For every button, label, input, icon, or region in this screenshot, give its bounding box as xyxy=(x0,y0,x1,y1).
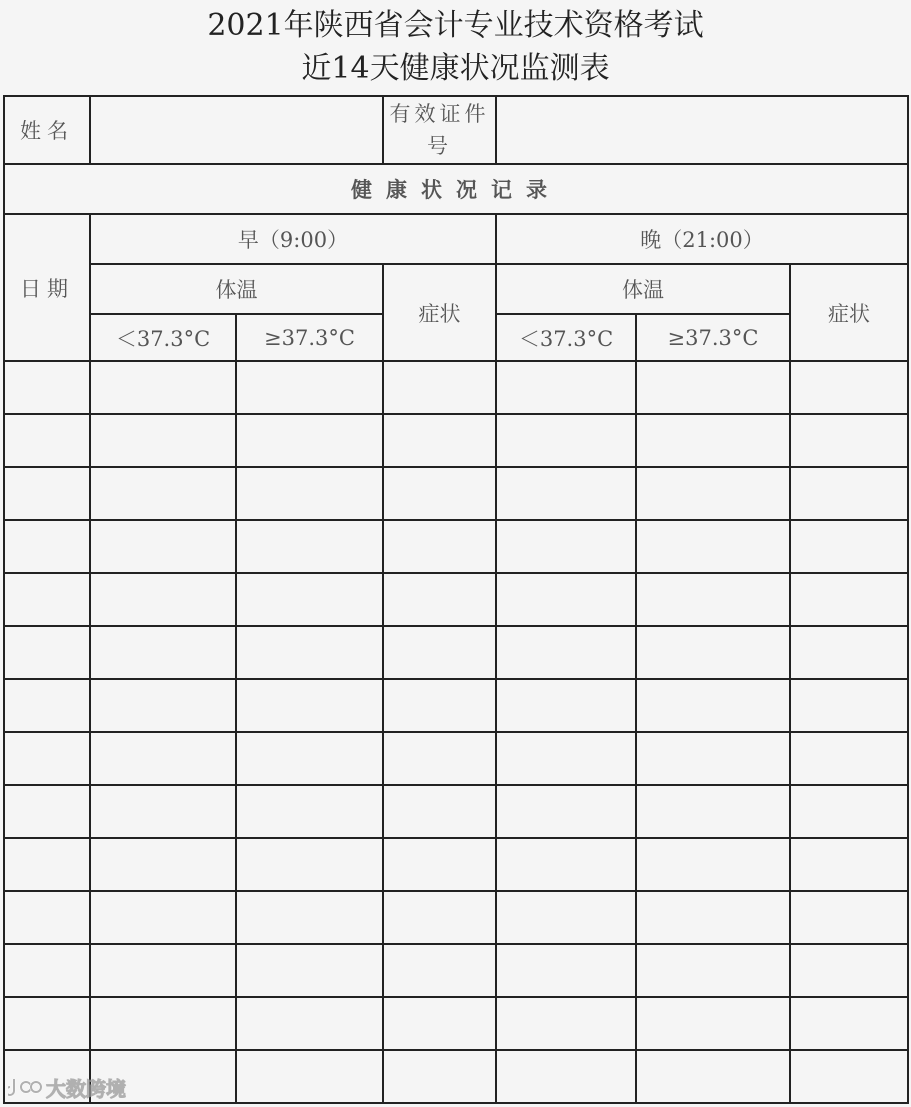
evening-symptom-cell[interactable] xyxy=(790,732,908,785)
personal-info-row xyxy=(4,96,908,164)
evening-temp-below-cell[interactable] xyxy=(496,626,636,679)
record-row xyxy=(4,361,908,414)
evening-symptom-cell[interactable] xyxy=(790,944,908,997)
morning-temp-above-cell[interactable] xyxy=(236,891,383,944)
evening-temperature-label: 体温 xyxy=(496,264,790,314)
evening-symptom-cell[interactable] xyxy=(790,520,908,573)
morning-symptom-cell[interactable] xyxy=(383,1050,496,1103)
morning-symptom-cell[interactable] xyxy=(383,467,496,520)
morning-temp-below-cell[interactable] xyxy=(90,997,236,1050)
morning-symptom-cell[interactable] xyxy=(383,838,496,891)
date-cell[interactable] xyxy=(4,891,90,944)
evening-temp-above-cell[interactable] xyxy=(636,467,790,520)
name-label: 姓名 xyxy=(4,96,90,164)
evening-temp-below-cell[interactable] xyxy=(496,732,636,785)
evening-temp-below-cell[interactable] xyxy=(496,520,636,573)
morning-temp-below-cell[interactable] xyxy=(90,467,236,520)
evening-temp-above-cell[interactable] xyxy=(636,732,790,785)
morning-temp-above-cell[interactable] xyxy=(236,626,383,679)
morning-temp-above-cell[interactable] xyxy=(236,997,383,1050)
morning-symptom-cell[interactable] xyxy=(383,891,496,944)
morning-temp-below-cell[interactable] xyxy=(90,361,236,414)
morning-temp-above-cell[interactable] xyxy=(236,414,383,467)
morning-symptom-cell[interactable] xyxy=(383,997,496,1050)
evening-temp-below-cell[interactable] xyxy=(496,785,636,838)
morning-temp-above-cell[interactable] xyxy=(236,679,383,732)
evening-label: 晚（21:00） xyxy=(496,214,908,264)
evening-temp-below-cell[interactable] xyxy=(496,997,636,1050)
evening-symptom-cell[interactable] xyxy=(790,838,908,891)
morning-temp-above-label: ≥37.3°C xyxy=(236,314,383,361)
morning-symptom-cell[interactable] xyxy=(383,573,496,626)
evening-temp-below-cell[interactable] xyxy=(496,467,636,520)
evening-symptom-cell[interactable] xyxy=(790,414,908,467)
evening-temp-above-cell[interactable] xyxy=(636,891,790,944)
morning-temp-below-cell[interactable] xyxy=(90,785,236,838)
evening-temp-above-cell[interactable] xyxy=(636,679,790,732)
date-cell[interactable] xyxy=(4,361,90,414)
evening-symptom-cell[interactable] xyxy=(790,891,908,944)
evening-temp-below-cell[interactable] xyxy=(496,944,636,997)
morning-temp-above-cell[interactable] xyxy=(236,467,383,520)
evening-symptom-cell[interactable] xyxy=(790,467,908,520)
record-row xyxy=(4,520,908,573)
record-row xyxy=(4,785,908,838)
period-header-row xyxy=(4,214,908,264)
evening-symptom-cell[interactable] xyxy=(790,997,908,1050)
morning-symptom-cell[interactable] xyxy=(383,785,496,838)
name-field[interactable] xyxy=(90,96,383,164)
evening-symptom-label: 症状 xyxy=(790,264,908,361)
date-cell[interactable] xyxy=(4,785,90,838)
evening-temp-above-cell[interactable] xyxy=(636,838,790,891)
record-row xyxy=(4,626,908,679)
record-row xyxy=(4,573,908,626)
morning-temp-above-cell[interactable] xyxy=(236,1050,383,1103)
evening-temp-above-cell[interactable] xyxy=(636,626,790,679)
date-cell[interactable] xyxy=(4,414,90,467)
morning-symptom-cell[interactable] xyxy=(383,414,496,467)
date-cell[interactable] xyxy=(4,732,90,785)
record-row xyxy=(4,679,908,732)
morning-temp-above-cell[interactable] xyxy=(236,732,383,785)
morning-symptom-cell[interactable] xyxy=(383,679,496,732)
date-cell[interactable] xyxy=(4,997,90,1050)
health-monitoring-table xyxy=(3,95,909,1104)
record-row xyxy=(4,944,908,997)
morning-label: 早（9:00） xyxy=(90,214,496,264)
date-cell[interactable] xyxy=(4,944,90,997)
evening-symptom-cell[interactable] xyxy=(790,1050,908,1103)
morning-temperature-label: 体温 xyxy=(90,264,383,314)
evening-temp-below-cell[interactable] xyxy=(496,573,636,626)
record-row xyxy=(4,414,908,467)
morning-symptom-cell[interactable] xyxy=(383,626,496,679)
date-cell[interactable] xyxy=(4,520,90,573)
evening-temp-above-cell[interactable] xyxy=(636,414,790,467)
morning-temp-below-cell[interactable] xyxy=(90,891,236,944)
morning-symptom-cell[interactable] xyxy=(383,520,496,573)
evening-temp-above-cell[interactable] xyxy=(636,1050,790,1103)
morning-temp-above-cell[interactable] xyxy=(236,944,383,997)
morning-temp-below-cell[interactable] xyxy=(90,520,236,573)
morning-symptom-cell[interactable] xyxy=(383,944,496,997)
morning-symptom-cell[interactable] xyxy=(383,732,496,785)
morning-temp-below-cell[interactable] xyxy=(90,732,236,785)
id-number-field[interactable] xyxy=(496,96,908,164)
morning-temp-below-cell[interactable] xyxy=(90,414,236,467)
morning-temp-below-cell[interactable] xyxy=(90,626,236,679)
morning-temp-above-cell[interactable] xyxy=(236,361,383,414)
morning-temp-below-cell[interactable] xyxy=(90,573,236,626)
evening-symptom-cell[interactable] xyxy=(790,361,908,414)
section-header-row xyxy=(4,164,908,214)
evening-symptom-cell[interactable] xyxy=(790,573,908,626)
morning-temp-below-cell[interactable] xyxy=(90,679,236,732)
date-cell[interactable] xyxy=(4,467,90,520)
date-cell[interactable] xyxy=(4,679,90,732)
evening-symptom-cell[interactable] xyxy=(790,679,908,732)
morning-temp-below-cell[interactable] xyxy=(90,838,236,891)
evening-temp-below-cell[interactable] xyxy=(496,361,636,414)
morning-symptom-label: 症状 xyxy=(383,264,496,361)
evening-temp-below-cell[interactable] xyxy=(496,679,636,732)
record-row xyxy=(4,838,908,891)
date-label: 日期 xyxy=(4,214,90,361)
morning-symptom-cell[interactable] xyxy=(383,361,496,414)
health-record-header: 健康状况记录 xyxy=(4,164,908,214)
evening-symptom-cell[interactable] xyxy=(790,626,908,679)
evening-temp-below-cell[interactable] xyxy=(496,414,636,467)
evening-temp-above-cell[interactable] xyxy=(636,573,790,626)
evening-temp-below-label: ＜37.3°C xyxy=(496,314,636,361)
date-cell[interactable] xyxy=(4,573,90,626)
evening-temp-below-cell[interactable] xyxy=(496,891,636,944)
tiktok-like-logo-icon xyxy=(8,1075,42,1099)
morning-temp-above-cell[interactable] xyxy=(236,520,383,573)
record-row xyxy=(4,467,908,520)
morning-temp-below-label: ＜37.3°C xyxy=(90,314,236,361)
morning-temp-above-cell[interactable] xyxy=(236,573,383,626)
evening-temp-below-cell[interactable] xyxy=(496,1050,636,1103)
record-row xyxy=(4,1050,908,1103)
evening-temp-below-cell[interactable] xyxy=(496,838,636,891)
document-title-line2: 近14天健康状况监测表 xyxy=(301,51,610,86)
evening-temp-above-cell[interactable] xyxy=(636,997,790,1050)
measure-header-row xyxy=(4,264,908,314)
evening-temp-above-cell[interactable] xyxy=(636,520,790,573)
record-row xyxy=(4,732,908,785)
record-row xyxy=(4,891,908,944)
evening-temp-above-cell[interactable] xyxy=(636,361,790,414)
date-cell[interactable] xyxy=(4,626,90,679)
evening-temp-above-cell[interactable] xyxy=(636,785,790,838)
id-number-label: 有效证件号 xyxy=(383,96,496,164)
document-title-line1: 2021年陕西省会计专业技术资格考试 xyxy=(207,8,704,43)
evening-temp-above-label: ≥37.3°C xyxy=(636,314,790,361)
evening-temp-above-cell[interactable] xyxy=(636,944,790,997)
date-cell[interactable] xyxy=(4,838,90,891)
record-row xyxy=(4,997,908,1050)
morning-temp-above-cell[interactable] xyxy=(236,838,383,891)
morning-temp-above-cell[interactable] xyxy=(236,785,383,838)
morning-temp-below-cell[interactable] xyxy=(90,944,236,997)
evening-symptom-cell[interactable] xyxy=(790,785,908,838)
watermark xyxy=(8,1072,126,1102)
watermark-text: 大数跨境 xyxy=(46,1076,126,1101)
